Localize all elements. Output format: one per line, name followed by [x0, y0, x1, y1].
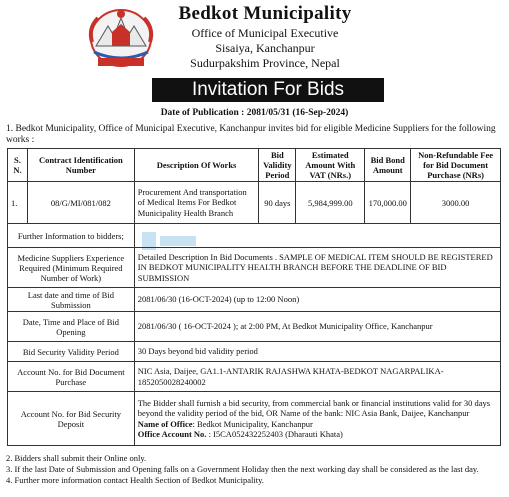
note-item: 2. Bidders shall submit their Online only. — [6, 453, 147, 463]
info-row — [8, 224, 501, 248]
cell-sn: 1. — [8, 182, 28, 224]
cell-description: Procurement And transportation of Medical Items For Bedkot Municipality Health Branch — [134, 182, 259, 224]
address-line: Sisaiya, Kanchanpur — [215, 41, 315, 55]
info-label: Bid Security Validity Period — [8, 342, 135, 362]
banner-title: Invitation For Bids — [152, 78, 384, 102]
bids-table — [7, 148, 501, 446]
info-row — [8, 288, 501, 312]
cell-estimate: 5,984,999.00 — [296, 182, 365, 224]
cell-fee: 3000.00 — [411, 182, 501, 224]
info-label: Date, Time and Place of Bid Opening — [8, 312, 135, 342]
office-label: Name of Office — [137, 418, 193, 429]
col-header-description: Description Of Works — [134, 149, 259, 182]
municipality-title: Bedkot Municipality — [178, 3, 352, 24]
info-row — [8, 312, 501, 342]
publication-date: Date of Publication : 2081/05/31 (16-Sep-2024) — [160, 108, 349, 118]
info-row — [8, 362, 501, 392]
account-label: Office Account No. — [137, 429, 207, 439]
info-row — [8, 392, 501, 446]
info-value: 2081/06/30 ( 16-OCT-2024 ); at 2:00 PM, At Bedkot Municipality Office, Kanchanpur — [134, 312, 500, 342]
col-header-sn: S. N. — [8, 149, 28, 182]
cell-validity: 90 days — [259, 182, 296, 224]
cell-bond: 170,000.00 — [365, 182, 411, 224]
info-row — [8, 342, 501, 362]
info-label: Further Information to bidders; — [8, 224, 135, 248]
security-value — [134, 392, 500, 446]
info-value — [134, 224, 500, 248]
col-header-bond: Bid Bond Amount — [365, 149, 411, 182]
info-value: 2081/06/30 (16-OCT-2024) (up to 12:00 Noon) — [134, 288, 500, 312]
office-value: : Bedkot Municipality, Kanchanpur — [192, 418, 313, 429]
notes — [6, 453, 506, 487]
info-label: Account No. for Bid Document Purchase — [8, 362, 135, 392]
table-row — [8, 182, 501, 224]
info-value: Detailed Description In Bid Documents . SAMPLE OF MEDICAL ITEM SHOULD BE REGISTERED IN BEDKOT MUNICIPALITY HEALTH BRANCH BEFORE THE DEADLINE OF BID SUBMISSION — [134, 248, 500, 288]
cell-cin: 08/G/MI/081/082 — [27, 182, 134, 224]
info-row — [8, 248, 501, 288]
table-header-row — [8, 149, 501, 182]
info-label: Last date and time of Bid Submission — [8, 288, 135, 312]
col-header-estimate: Estimated Amount With VAT (NRs.) — [296, 149, 365, 182]
nepal-emblem-logo — [84, 2, 158, 72]
security-office — [138, 419, 497, 430]
security-text: The Bidder shall furnish a bid security, from commercial bank or financial institutions valid for 30 days beyond the validity period of the bid, OR Name of the bank: NIC Asia Bank, Daijee, Kanchanpur — [137, 397, 491, 418]
info-value: NIC Asia, Daijee, GA1.1-ANTARIK RAJASHWA KHATA-BEDKOT NAGARPALIKA-1852050028240002 — [134, 362, 500, 392]
note-item: 4. Further more information contact Health Section of Bedkot Municipality. — [6, 475, 264, 486]
security-account — [138, 429, 497, 440]
info-label: Account No. for Bid Security Deposit — [8, 392, 135, 446]
intro-paragraph: 1. Bedkot Municipality, Office of Municipal Executive, Kanchanpur invites bid for eligible Medicine Suppliers for the following works : — [6, 124, 496, 145]
office-line: Office of Municipal Executive — [191, 26, 339, 40]
col-header-cin: Contract Identification Number — [27, 149, 134, 182]
province-line: Sudurpakshim Province, Nepal — [190, 56, 340, 70]
account-value: : I5CA052432252403 (Dharauti Khata) — [206, 429, 343, 439]
info-label: Medicine Suppliers Experience Required (Minimum Required Number of Work) — [8, 248, 135, 288]
info-value: 30 Days beyond bid validity period — [134, 342, 500, 362]
letterhead-text — [150, 2, 380, 71]
col-header-fee: Non-Refundable Fee for Bid Document Purchase (NRs) — [411, 149, 501, 182]
note-item: 3. If the last Date of Submission and Opening falls on a Government Holiday then the next working day shall be considered as the last day. — [6, 464, 479, 475]
letterhead — [0, 0, 509, 78]
col-header-validity: Bid Validity Period — [259, 149, 296, 182]
